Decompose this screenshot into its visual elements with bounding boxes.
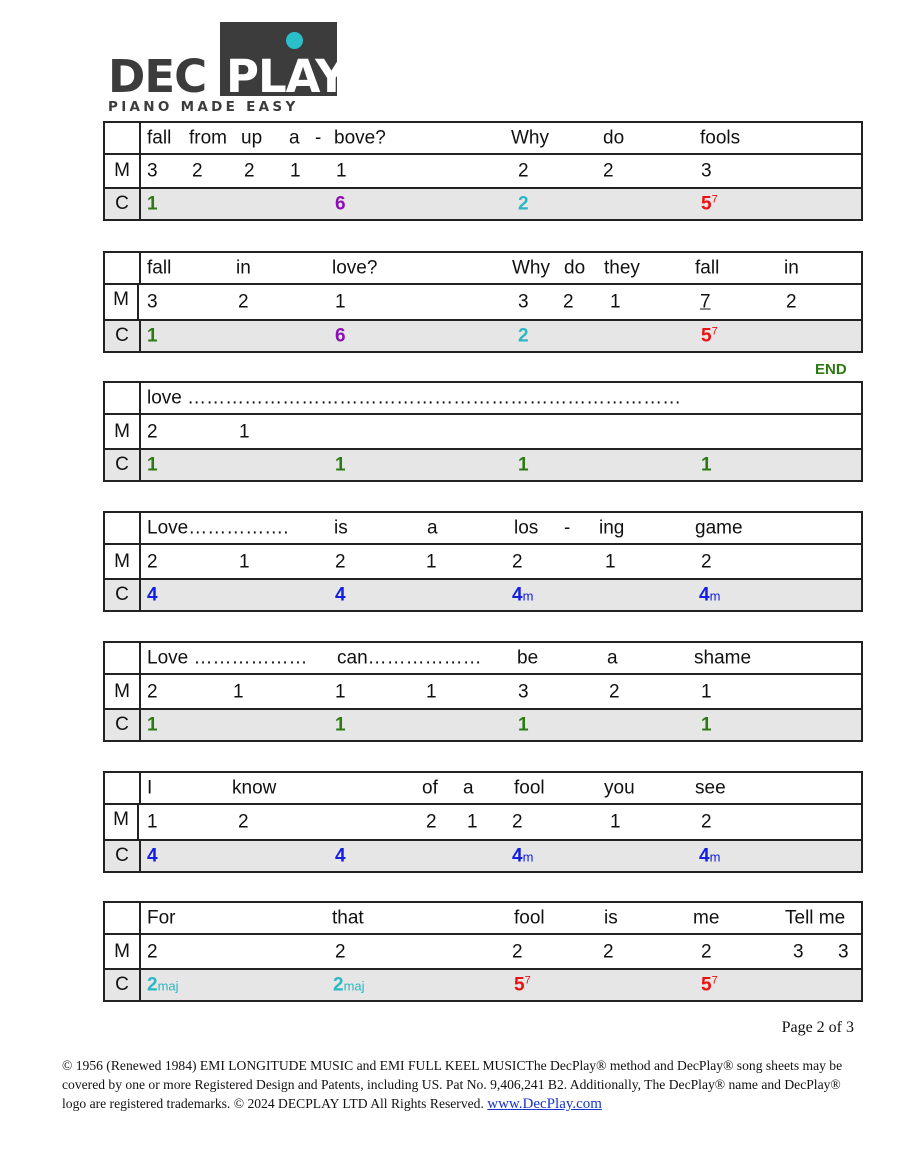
melody-note: 1 — [335, 291, 346, 313]
chord-label: C — [105, 841, 141, 871]
melody-note: 2 — [147, 551, 158, 572]
song-block-2 — [103, 251, 863, 353]
chord: 1 — [701, 454, 712, 476]
melody-note: 2 — [147, 941, 158, 962]
chord: 2maj — [147, 974, 179, 996]
row-label-empty — [105, 253, 141, 283]
melody-note: 2 — [147, 421, 158, 442]
melody-note: 2 — [512, 551, 523, 572]
melody-label: M — [105, 935, 141, 968]
chord: 1 — [147, 454, 158, 476]
copyright-footer — [62, 1056, 852, 1114]
melody-label: M — [105, 805, 139, 839]
chord: 1 — [147, 193, 158, 215]
melody-note: 1 — [610, 291, 621, 313]
melody-note: 1 — [239, 551, 250, 572]
melody-note: 3 — [838, 941, 849, 962]
lyric: bove? — [334, 127, 386, 149]
chord: 6 — [335, 193, 346, 215]
decplay-logo — [108, 22, 347, 116]
chord: $5^7$ — [514, 974, 531, 996]
chord: 1 — [335, 714, 346, 736]
lyric: do — [603, 127, 625, 149]
chord-row — [105, 450, 861, 480]
melody-note: 1 — [239, 421, 250, 442]
melody-note: 2 — [512, 811, 523, 833]
lyric: a — [427, 517, 438, 539]
melody-note: 2 — [335, 941, 346, 962]
chord-label: C — [105, 970, 141, 1000]
lyrics-row — [105, 123, 861, 155]
melody-note: 2 — [701, 551, 712, 572]
song-block-3 — [103, 381, 863, 482]
melody-note: 1 — [336, 160, 347, 182]
page-number: Page 2 of 3 — [781, 1019, 854, 1036]
chord: 1 — [147, 714, 158, 736]
lyric: up — [241, 127, 263, 149]
chord: 2maj — [333, 974, 365, 996]
end-marker: END — [815, 361, 847, 378]
melody-note: 1 — [701, 681, 712, 702]
logo-play-text: PLAY — [226, 50, 347, 103]
lyric: is — [604, 907, 618, 929]
melody-label: M — [105, 415, 141, 448]
melody-row — [105, 935, 861, 970]
chord-row — [105, 710, 861, 740]
chord-row — [105, 970, 861, 1000]
melody-row — [105, 805, 861, 841]
lyric: of — [422, 777, 438, 799]
lyric: can……………… — [337, 647, 482, 669]
melody-row — [105, 545, 861, 580]
row-label-empty — [105, 513, 141, 543]
lyrics-row — [105, 383, 861, 415]
melody-note: 7 — [700, 291, 711, 313]
chord: 1 — [518, 454, 529, 476]
melody-note: 1 — [233, 681, 244, 702]
lyric: know — [232, 777, 277, 799]
lyric: be — [517, 647, 539, 669]
lyric: I — [147, 777, 153, 799]
chord-label: C — [105, 321, 141, 351]
chord: 4 — [335, 584, 346, 606]
chord: $5^7$ — [701, 325, 718, 347]
lyric: see — [695, 777, 726, 799]
song-block-5 — [103, 641, 863, 742]
melody-note: 2 — [786, 291, 797, 313]
melody-note: 3 — [518, 291, 529, 313]
lyric: a — [289, 127, 300, 149]
lyric: fools — [700, 127, 741, 149]
lyric: shame — [694, 647, 752, 669]
melody-note: 2 — [512, 941, 523, 962]
melody-note: 2 — [609, 681, 620, 702]
melody-label: M — [105, 285, 139, 319]
melody-note: 2 — [701, 811, 712, 833]
lyric: game — [695, 517, 743, 539]
lyric: a — [463, 777, 474, 799]
lyrics-row — [105, 513, 861, 545]
melody-note: 1 — [467, 811, 478, 833]
melody-note: 2 — [518, 160, 529, 182]
chord: 1 — [701, 714, 712, 736]
lyric: fall — [147, 257, 172, 279]
lyric: a — [607, 647, 618, 669]
chord: 1 — [335, 454, 346, 476]
melody-note: 2 — [238, 811, 249, 833]
row-label-empty — [105, 383, 141, 413]
lyric: fool — [514, 907, 545, 929]
row-label-empty — [105, 643, 141, 673]
row-label-empty — [105, 773, 141, 803]
song-block-7 — [103, 901, 863, 1002]
melody-note: 1 — [335, 681, 346, 702]
chord: 1 — [518, 714, 529, 736]
lyric: they — [604, 257, 640, 279]
melody-note: 2 — [335, 551, 346, 572]
lyric: fall — [147, 127, 172, 149]
lyric: Why — [511, 127, 549, 149]
chord: 2 — [518, 325, 529, 347]
lyric: is — [334, 517, 348, 539]
melody-label: M — [105, 155, 141, 187]
melody-row — [105, 675, 861, 710]
lyric: in — [784, 257, 799, 279]
chord: 1 — [147, 325, 158, 347]
melody-note: 2 — [701, 941, 712, 962]
lyric: from — [189, 127, 227, 149]
lyric: Tell me — [785, 907, 846, 929]
chord-row — [105, 321, 861, 351]
lyric: ing — [599, 517, 625, 539]
melody-note: 2 — [563, 291, 574, 313]
lyric: me — [693, 907, 720, 929]
melody-row — [105, 415, 861, 450]
chord-label: C — [105, 580, 141, 610]
lyrics-row — [105, 253, 861, 285]
chord-label: C — [105, 189, 141, 219]
melody-note: 1 — [610, 811, 621, 833]
chord: 4m — [512, 584, 534, 606]
chord-row — [105, 189, 861, 219]
lyric: love …………………………………………………………………… — [147, 387, 682, 409]
melody-note: 1 — [147, 811, 158, 833]
chord: 4m — [699, 845, 721, 867]
chord-row — [105, 841, 861, 871]
melody-note: 2 — [426, 811, 437, 833]
lyric: Why — [512, 257, 550, 279]
song-block-6 — [103, 771, 863, 873]
lyric: in — [236, 257, 251, 279]
melody-note: 2 — [603, 941, 614, 962]
chord: 4 — [335, 845, 346, 867]
copyright-text: © 1956 (Renewed 1984) EMI LONGITUDE MUSIC and EMI FULL KEEL MUSICThe DecPlay® method and DecPlay® song sheets may be covered by one or more Registered Design and Patents, including US. Pat No. 9,406,241 B2. Additionally, The DecPlay® name and DecPlay® logo are registered trademarks. © 2024 DECPLAY LTD All Rights Reserved. — [62, 1058, 843, 1111]
row-label-empty — [105, 903, 141, 933]
melody-note: 2 — [238, 291, 249, 313]
melody-note: 2 — [147, 681, 158, 702]
lyrics-row — [105, 903, 861, 935]
melody-note: 1 — [290, 160, 301, 182]
lyric: love? — [332, 257, 378, 279]
chord: 4 — [147, 584, 158, 606]
song-block-1 — [103, 121, 863, 221]
melody-label: M — [105, 675, 141, 708]
lyric: Love……………. — [147, 517, 289, 539]
logo-dot-icon — [286, 32, 303, 49]
logo-dec-text: DEC — [108, 50, 207, 103]
chord: 4 — [147, 845, 158, 867]
melody-note: 2 — [192, 160, 203, 182]
row-label-empty — [105, 123, 141, 153]
logo-tagline: PIANO MADE EASY — [108, 99, 299, 115]
melody-note: 3 — [793, 941, 804, 962]
melody-row — [105, 155, 861, 189]
lyric: you — [604, 777, 635, 799]
decplay-website-link[interactable]: www.DecPlay.com — [487, 1096, 602, 1112]
lyric: do — [564, 257, 586, 279]
melody-note: 1 — [605, 551, 616, 572]
lyrics-row — [105, 643, 861, 675]
lyric: that — [332, 907, 364, 929]
chord: 2 — [518, 193, 529, 215]
melody-note: 3 — [147, 160, 158, 182]
chord: $5^7$ — [701, 974, 718, 996]
melody-row — [105, 285, 861, 321]
chord: 6 — [335, 325, 346, 347]
chord-label: C — [105, 710, 141, 740]
chord-row — [105, 580, 861, 610]
lyric: los — [514, 517, 539, 539]
chord: 4m — [699, 584, 721, 606]
melody-note: 1 — [426, 681, 437, 702]
melody-note: 2 — [244, 160, 255, 182]
chord-label: C — [105, 450, 141, 480]
melody-note: 2 — [603, 160, 614, 182]
lyric: - — [315, 127, 322, 149]
lyric: - — [564, 517, 571, 539]
chord: $5^7$ — [701, 193, 718, 215]
lyric: For — [147, 907, 176, 929]
melody-note: 3 — [701, 160, 712, 182]
melody-note: 3 — [147, 291, 158, 313]
song-block-4 — [103, 511, 863, 612]
lyric: fall — [695, 257, 720, 279]
melody-label: M — [105, 545, 141, 578]
lyric: fool — [514, 777, 545, 799]
lyric: Love ……………… — [147, 647, 308, 669]
lyrics-row — [105, 773, 861, 805]
melody-note: 1 — [426, 551, 437, 572]
melody-note: 3 — [518, 681, 529, 702]
chord: 4m — [512, 845, 534, 867]
